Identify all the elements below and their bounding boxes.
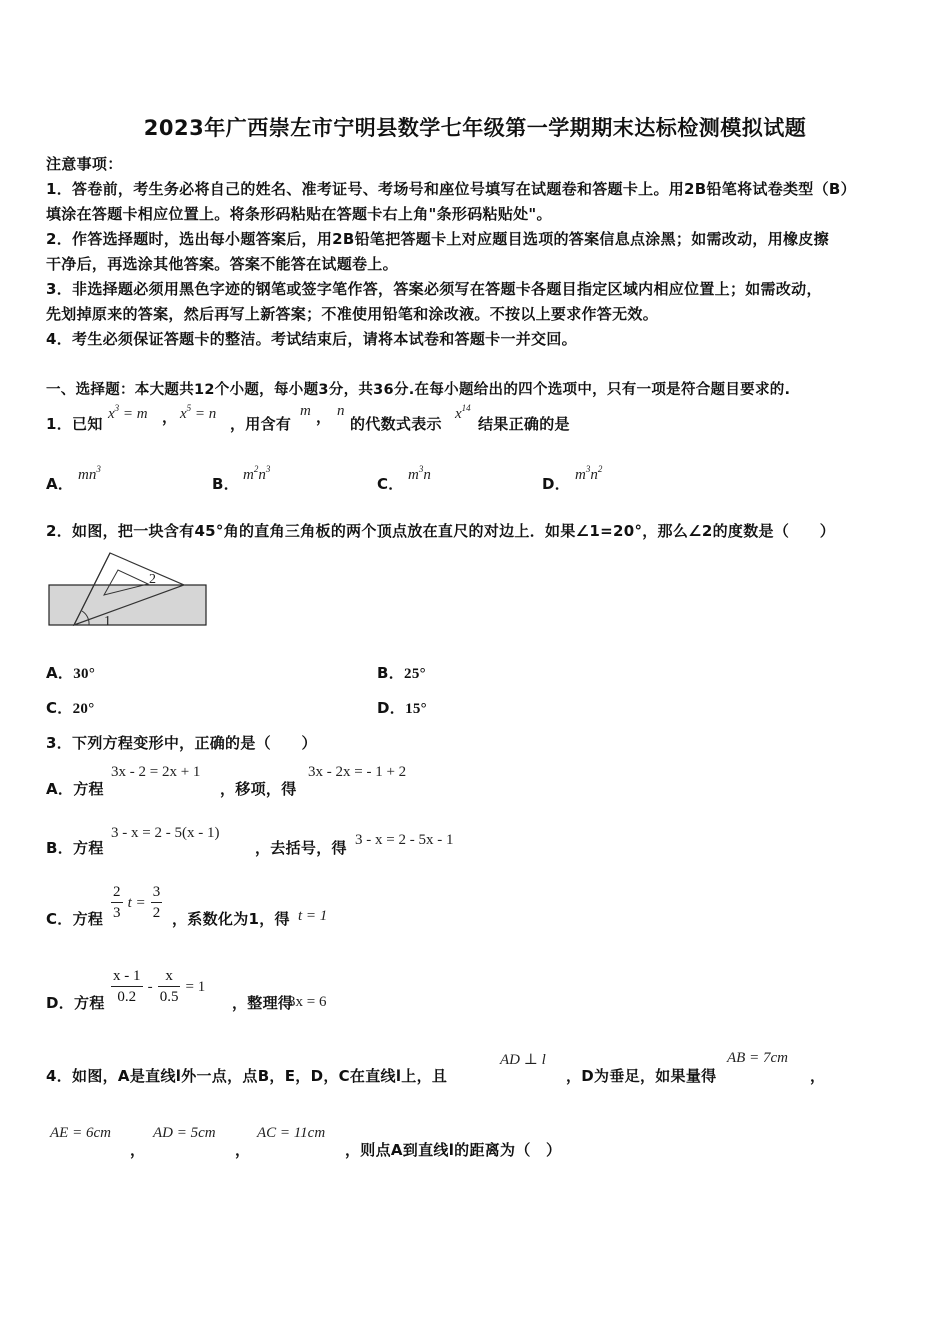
q1-sep: ，	[162, 408, 178, 426]
q3-a-eq2: 3x - 2x = - 1 + 2	[308, 764, 407, 780]
q1-option-b-math: $m^2n^3$	[243, 464, 271, 483]
q1-math-n: n	[337, 403, 345, 419]
q3-a-eq1: 3x - 2 = 2x + 1	[111, 764, 201, 780]
q4-part3: ，	[810, 1067, 826, 1085]
q3-d-mid: ，整理得	[232, 994, 294, 1012]
q2-stem: 2．如图，把一块含有45°角的直角三角板的两个顶点放在直尺的对边上．如果∠1=20°，那么∠2的度数是（ ）	[46, 522, 836, 540]
q1-math-x14: $x^{14}$	[455, 403, 471, 422]
notice-line: 填涂在答题卡相应位置上。将条形码粘贴在答题卡右上角"条形码粘贴处"。	[46, 205, 552, 223]
q3-a-label: A．方程	[46, 780, 104, 798]
q2-option-c: C．20°	[46, 699, 95, 717]
q1-option-b-label: B．	[212, 475, 240, 493]
q4-math-ab: AB = 7cm	[727, 1050, 788, 1066]
q3-d-label: D．方程	[46, 994, 105, 1012]
q4-part4: ，则点A到直线l的距离为（ ）	[345, 1141, 562, 1159]
q1-mid2: 的代数式表示	[350, 415, 442, 433]
q4-part1: 4．如图，A是直线l外一点，点B，E，D，C在直线l上，且	[46, 1067, 448, 1085]
q1-option-a-label: A．	[46, 475, 74, 493]
q1-prefix: 1．已知	[46, 415, 103, 433]
section-heading: 一、选择题：本大题共12个小题，每小题3分，共36分.在每小题给出的四个选项中，只有一项是符合题目要求的.	[46, 382, 791, 398]
q1-math-x5: $x^5 = n$	[180, 403, 217, 422]
q2-option-b: B．25°	[377, 664, 426, 682]
q1-math-m: m	[300, 403, 311, 419]
notice-line: 3．非选择题必须用黑色字迹的钢笔或签字笔作答，答案必须写在答题卡各题目指定区域内相应位置上；如需改动，	[46, 280, 822, 298]
q2-figure	[44, 548, 212, 632]
q4-math-ad: AD = 5cm	[153, 1125, 216, 1141]
q3-stem: 3．下列方程变形中，正确的是（ ）	[46, 734, 317, 752]
q3-d-equation: $\frac{x - 1}{0.2}$ - $\frac{x}{0.5}$ = 1	[113, 968, 206, 1005]
notice-line: 2．作答选择题时，选出每小题答案后，用2B铅笔把答题卡上对应题目选项的答案信息点涂黑；如需改动，用橡皮擦	[46, 230, 829, 248]
q3-b-eq2: 3 - x = 2 - 5x - 1	[355, 832, 454, 848]
q1-option-d-math: $m^3n^2$	[575, 464, 603, 483]
notice-line: 干净后，再选涂其他答案。答案不能答在试题卷上。	[46, 255, 398, 273]
q3-c-label: C．方程	[46, 910, 104, 928]
q1-math-x3: $x^3 = m$	[108, 403, 148, 422]
q1-option-a-math: $mn^3$	[78, 464, 101, 483]
notice-line: 4．考生必须保证答题卡的整洁。考试结束后，请将本试卷和答题卡一并交回。	[46, 330, 577, 348]
q4-part2: ，D为垂足，如果量得	[566, 1067, 717, 1085]
q1-suffix: 结果正确的是	[478, 415, 570, 433]
figure-label-1: 1	[104, 614, 111, 629]
page-title: 2023年广西崇左市宁明县数学七年级第一学期期末达标检测模拟试题	[143, 116, 807, 140]
notice-heading: 注意事项：	[46, 155, 123, 173]
q4-comma: ，	[130, 1141, 146, 1159]
q1-sep2: ，	[316, 408, 332, 426]
q3-c-equation: $\frac{2}{3}$ t = $\frac{3}{2}$	[113, 884, 161, 921]
figure-label-2: 2	[149, 572, 156, 587]
q3-b-eq1: 3 - x = 2 - 5(x - 1)	[111, 825, 220, 841]
notice-line: 先划掉原来的答案，然后再写上新答案；不准使用铅笔和涂改液。不按以上要求作答无效。	[46, 305, 659, 323]
q2-option-a: A．30°	[46, 664, 96, 682]
q2-option-d: D．15°	[377, 699, 427, 717]
q4-math-ad-perp: AD ⊥ l	[500, 1052, 546, 1068]
notice-line: 1．答卷前，考生务必将自己的姓名、准考证号、考场号和座位号填写在试题卷和答题卡上。用2B铅笔将试卷类型（B）	[46, 180, 856, 198]
q1-mid: ，用含有	[230, 415, 292, 433]
q4-math-ae: AE = 6cm	[50, 1125, 111, 1141]
q3-c-mid: ，系数化为1，得	[172, 910, 290, 928]
q3-c-eq2: t = 1	[298, 908, 328, 924]
q3-a-mid: ，移项，得	[220, 780, 297, 798]
q3-d-eq2: 3x = 6	[288, 994, 327, 1010]
q1-option-c-math: $m^3n$	[408, 464, 431, 483]
q1-option-c-label: C．	[377, 475, 404, 493]
q3-b-label: B．方程	[46, 839, 104, 857]
q4-comma: ，	[235, 1141, 251, 1159]
q4-math-ac: AC = 11cm	[257, 1125, 326, 1141]
q1-option-d-label: D．	[542, 475, 571, 493]
q3-b-mid: ，去括号，得	[255, 839, 347, 857]
